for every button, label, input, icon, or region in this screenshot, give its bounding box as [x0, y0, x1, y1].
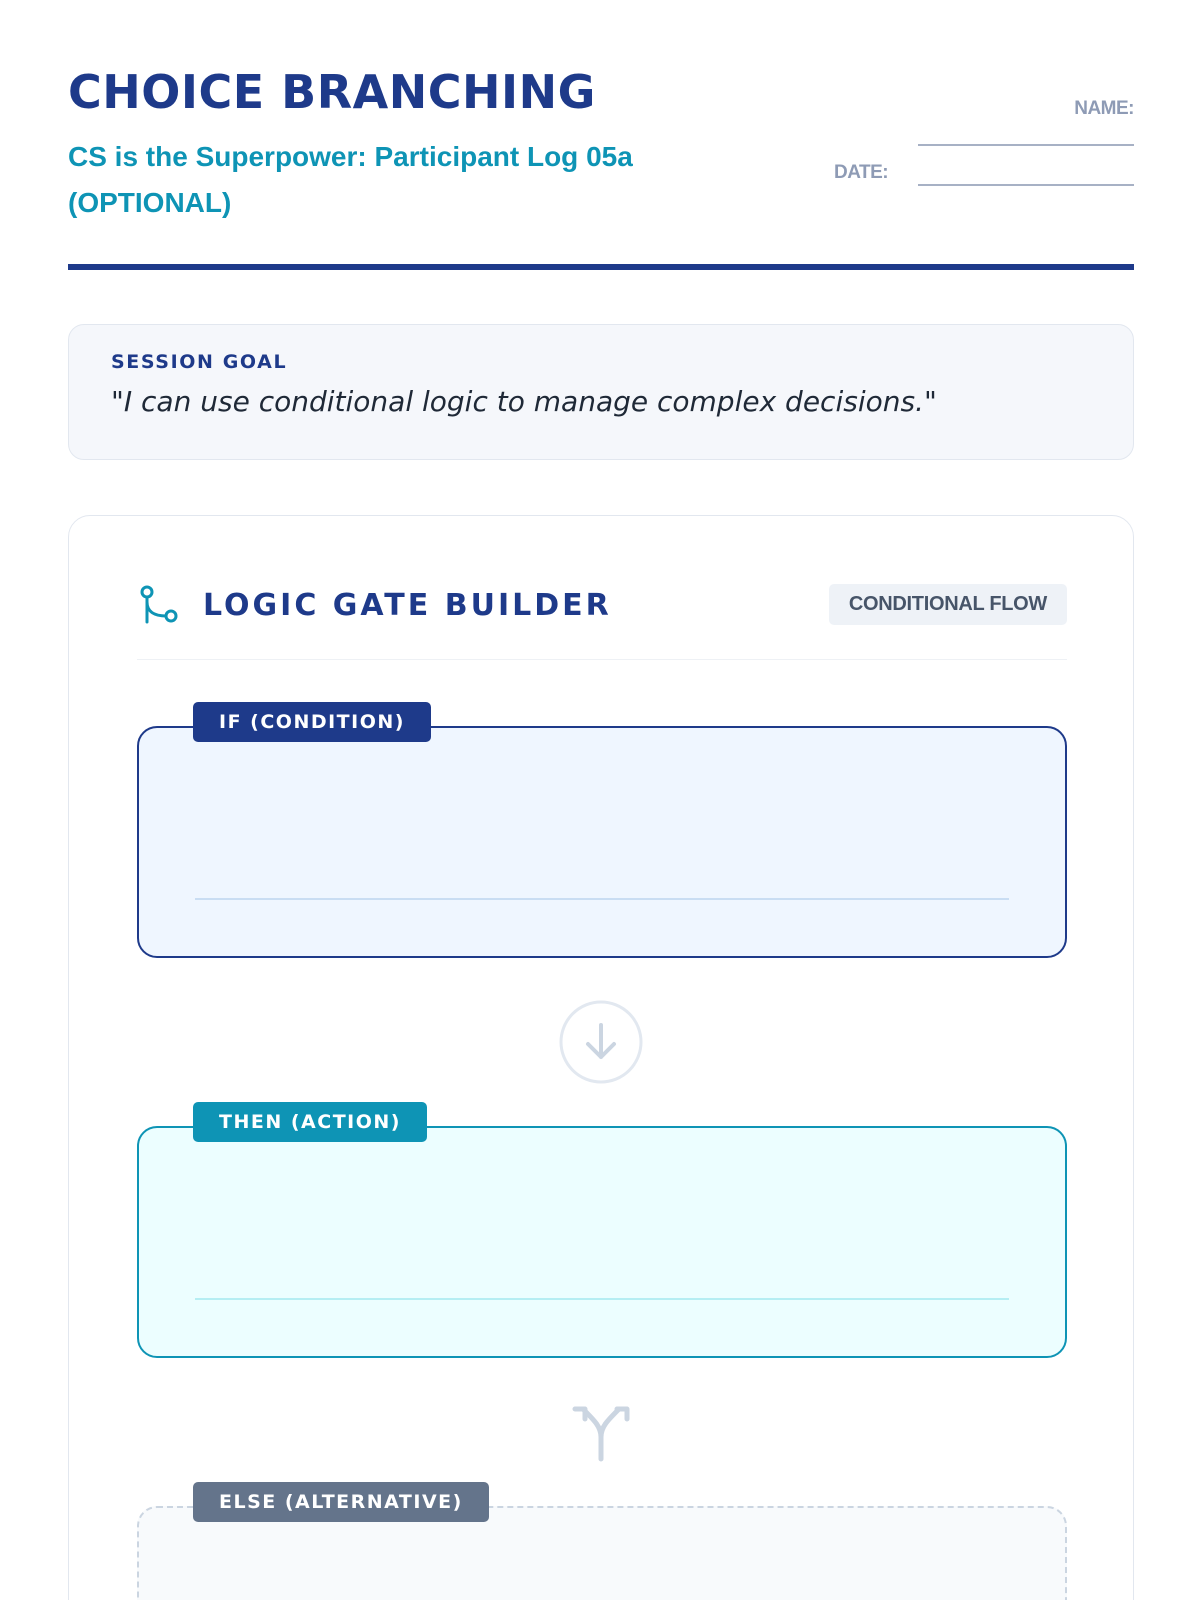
then-action-box[interactable]	[137, 1126, 1067, 1358]
split-arrow-icon	[569, 1399, 633, 1463]
name-field[interactable]	[918, 144, 1134, 146]
date-field[interactable]	[918, 184, 1134, 186]
else-alternative-label: ELSE (ALTERNATIVE)	[193, 1482, 489, 1522]
logic-gate-builder-card	[68, 515, 1134, 1600]
date-label: DATE:	[834, 162, 889, 183]
builder-header	[137, 584, 1067, 660]
page-title: CHOICE BRANCHING	[68, 65, 596, 119]
session-goal-label: SESSION GOAL	[111, 351, 288, 373]
header-divider	[68, 264, 1134, 270]
if-condition-box[interactable]	[137, 726, 1067, 958]
if-condition-label: IF (CONDITION)	[193, 702, 431, 742]
then-action-label: THEN (ACTION)	[193, 1102, 427, 1142]
if-condition-answer-line	[195, 898, 1009, 900]
builder-title: LOGIC GATE BUILDER	[203, 588, 612, 623]
arrow-down-circle-icon	[558, 999, 644, 1085]
session-goal-text: "I can use conditional logic to manage complex decisions."	[111, 385, 937, 418]
worksheet-header	[68, 62, 1134, 272]
branch-icon	[137, 584, 181, 628]
session-goal-card	[68, 324, 1134, 460]
conditional-flow-badge: CONDITIONAL FLOW	[829, 584, 1067, 625]
name-label: NAME:	[1074, 98, 1134, 119]
then-action-answer-line	[195, 1298, 1009, 1300]
page-subtitle: CS is the Superpower: Participant Log 05a (OPTIONAL)	[68, 141, 633, 218]
